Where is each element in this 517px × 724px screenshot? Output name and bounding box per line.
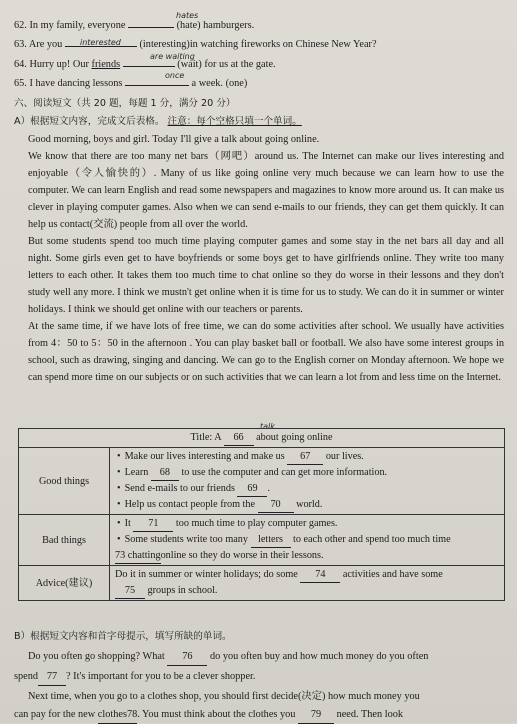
question-64: 64. Hurry up! Our friends (wait) for us at the gate. [14, 59, 276, 70]
good-item-70: • Help us contact people from the 70 world. [127, 497, 499, 513]
handwritten-answer-65: once [165, 71, 185, 80]
good-item-69: • Send e-mails to our friends 69 . [127, 481, 499, 497]
good-things-cell [110, 448, 505, 515]
section-heading: 六、阅读短文（共 20 题，每题 1 分，满分 20 分） [14, 98, 236, 109]
part-a-instructions: A）根据短文内容，完成文后表格。 注意：每个空格只填一个单词。 [14, 116, 302, 127]
bad-item-71: • It 71 too much time to play computer games. [127, 516, 499, 532]
handwritten-answer-63: interested [80, 38, 121, 47]
handwritten-answer-66: talk [260, 422, 275, 431]
handwritten-answer-62: hates [176, 11, 199, 20]
good-item-67: • Make our lives interesting and make us 67 our lives. [127, 449, 499, 465]
question-63: 63. Are you (interesting)in watching fireworks on Chinese New Year? [14, 39, 377, 50]
good-item-68: • Learn 68 to use the computer and can get more information. [127, 465, 499, 481]
paragraph-4: At the same time, if we have lots of free time, we can do some activities after school. We usually have activities from 4：50 to 5：50 in the afternoon . You can play basket ball or football. We also have some interest groups in school, such as drawing, singing and dancing. We can go to the English corner on Monday afternoon. We hope we can spend more time on our subjects or on such activities that we can learn a lot from and less time on the Internet. [28, 321, 504, 383]
advice-label: Advice(建议) [19, 566, 110, 601]
part-b-line-4: can pay for the new clothes78. You must think about the clothes you 79 need. Then look [14, 706, 509, 724]
paragraph-3: But some students spend too much time playing computer games and some stay in the net bars all day and all night. Some girls even get to have boyfriends or some boys get to have girlfriends online. They write too many letters to each other. It takes them too much time to chat online so they do worse in their lessons and they don't study well any more. I think we mustn't get online when it is time for us to study. We can do it in summer or winter holidays. I think we should get online with our teachers or parents. [28, 236, 504, 315]
handwritten-answer-64: are waiting [150, 52, 195, 61]
question-65: 65. I have dancing lessons a week. (one) [14, 78, 248, 89]
advice-cell: Do it in summer or winter holidays; do some 74 activities and have some 75 groups in school. [110, 566, 505, 601]
reading-passage [14, 131, 504, 386]
part-b-line-3: Next time, when you go to a clothes shop, you should first decide(决定) how much money you [28, 691, 420, 702]
bad-things-cell [110, 515, 505, 566]
bad-item-73: 73 chattingonline so they do worse in their lessons. [115, 548, 499, 564]
part-b-line-1: Do you often go shopping? What 76 do you often buy and how much money do you often [14, 648, 509, 666]
bad-item-72: • Some students write too many letters to each other and spend too much time [127, 532, 499, 548]
paragraph-1: Good morning, boys and girl. Today I'll give a talk about going online. [28, 134, 320, 145]
table-title: Title: A 66 about going online [19, 429, 505, 448]
bad-things-label: Bad things [19, 515, 110, 566]
paragraph-2: We know that there are too many net bars（网吧）around us. The Internet can make our lives interesting and enjoyable（令人愉快的）. Many of us like going online very much because we can learn how to use the computer. We can learn English and read some newspapers and magazines to know more around us. It can make us clever in playing computer games. Also when we can send e-mails to our friends, they can get them quickly. It can help us contact(交流) people from all over the world. [28, 151, 504, 230]
part-b-instructions: B）根据短文内容和首字母提示，填写所缺的单词。 [14, 631, 232, 642]
summary-table [18, 428, 505, 601]
part-b-line-2: spend 77 ? It's important for you to be a clever shopper. [14, 668, 509, 686]
good-things-label: Good things [19, 448, 110, 515]
answer-blank-62 [128, 27, 174, 28]
answer-blank-65 [125, 85, 189, 86]
question-62: 62. In my family, everyone (hate) hamburgers. [14, 20, 255, 31]
